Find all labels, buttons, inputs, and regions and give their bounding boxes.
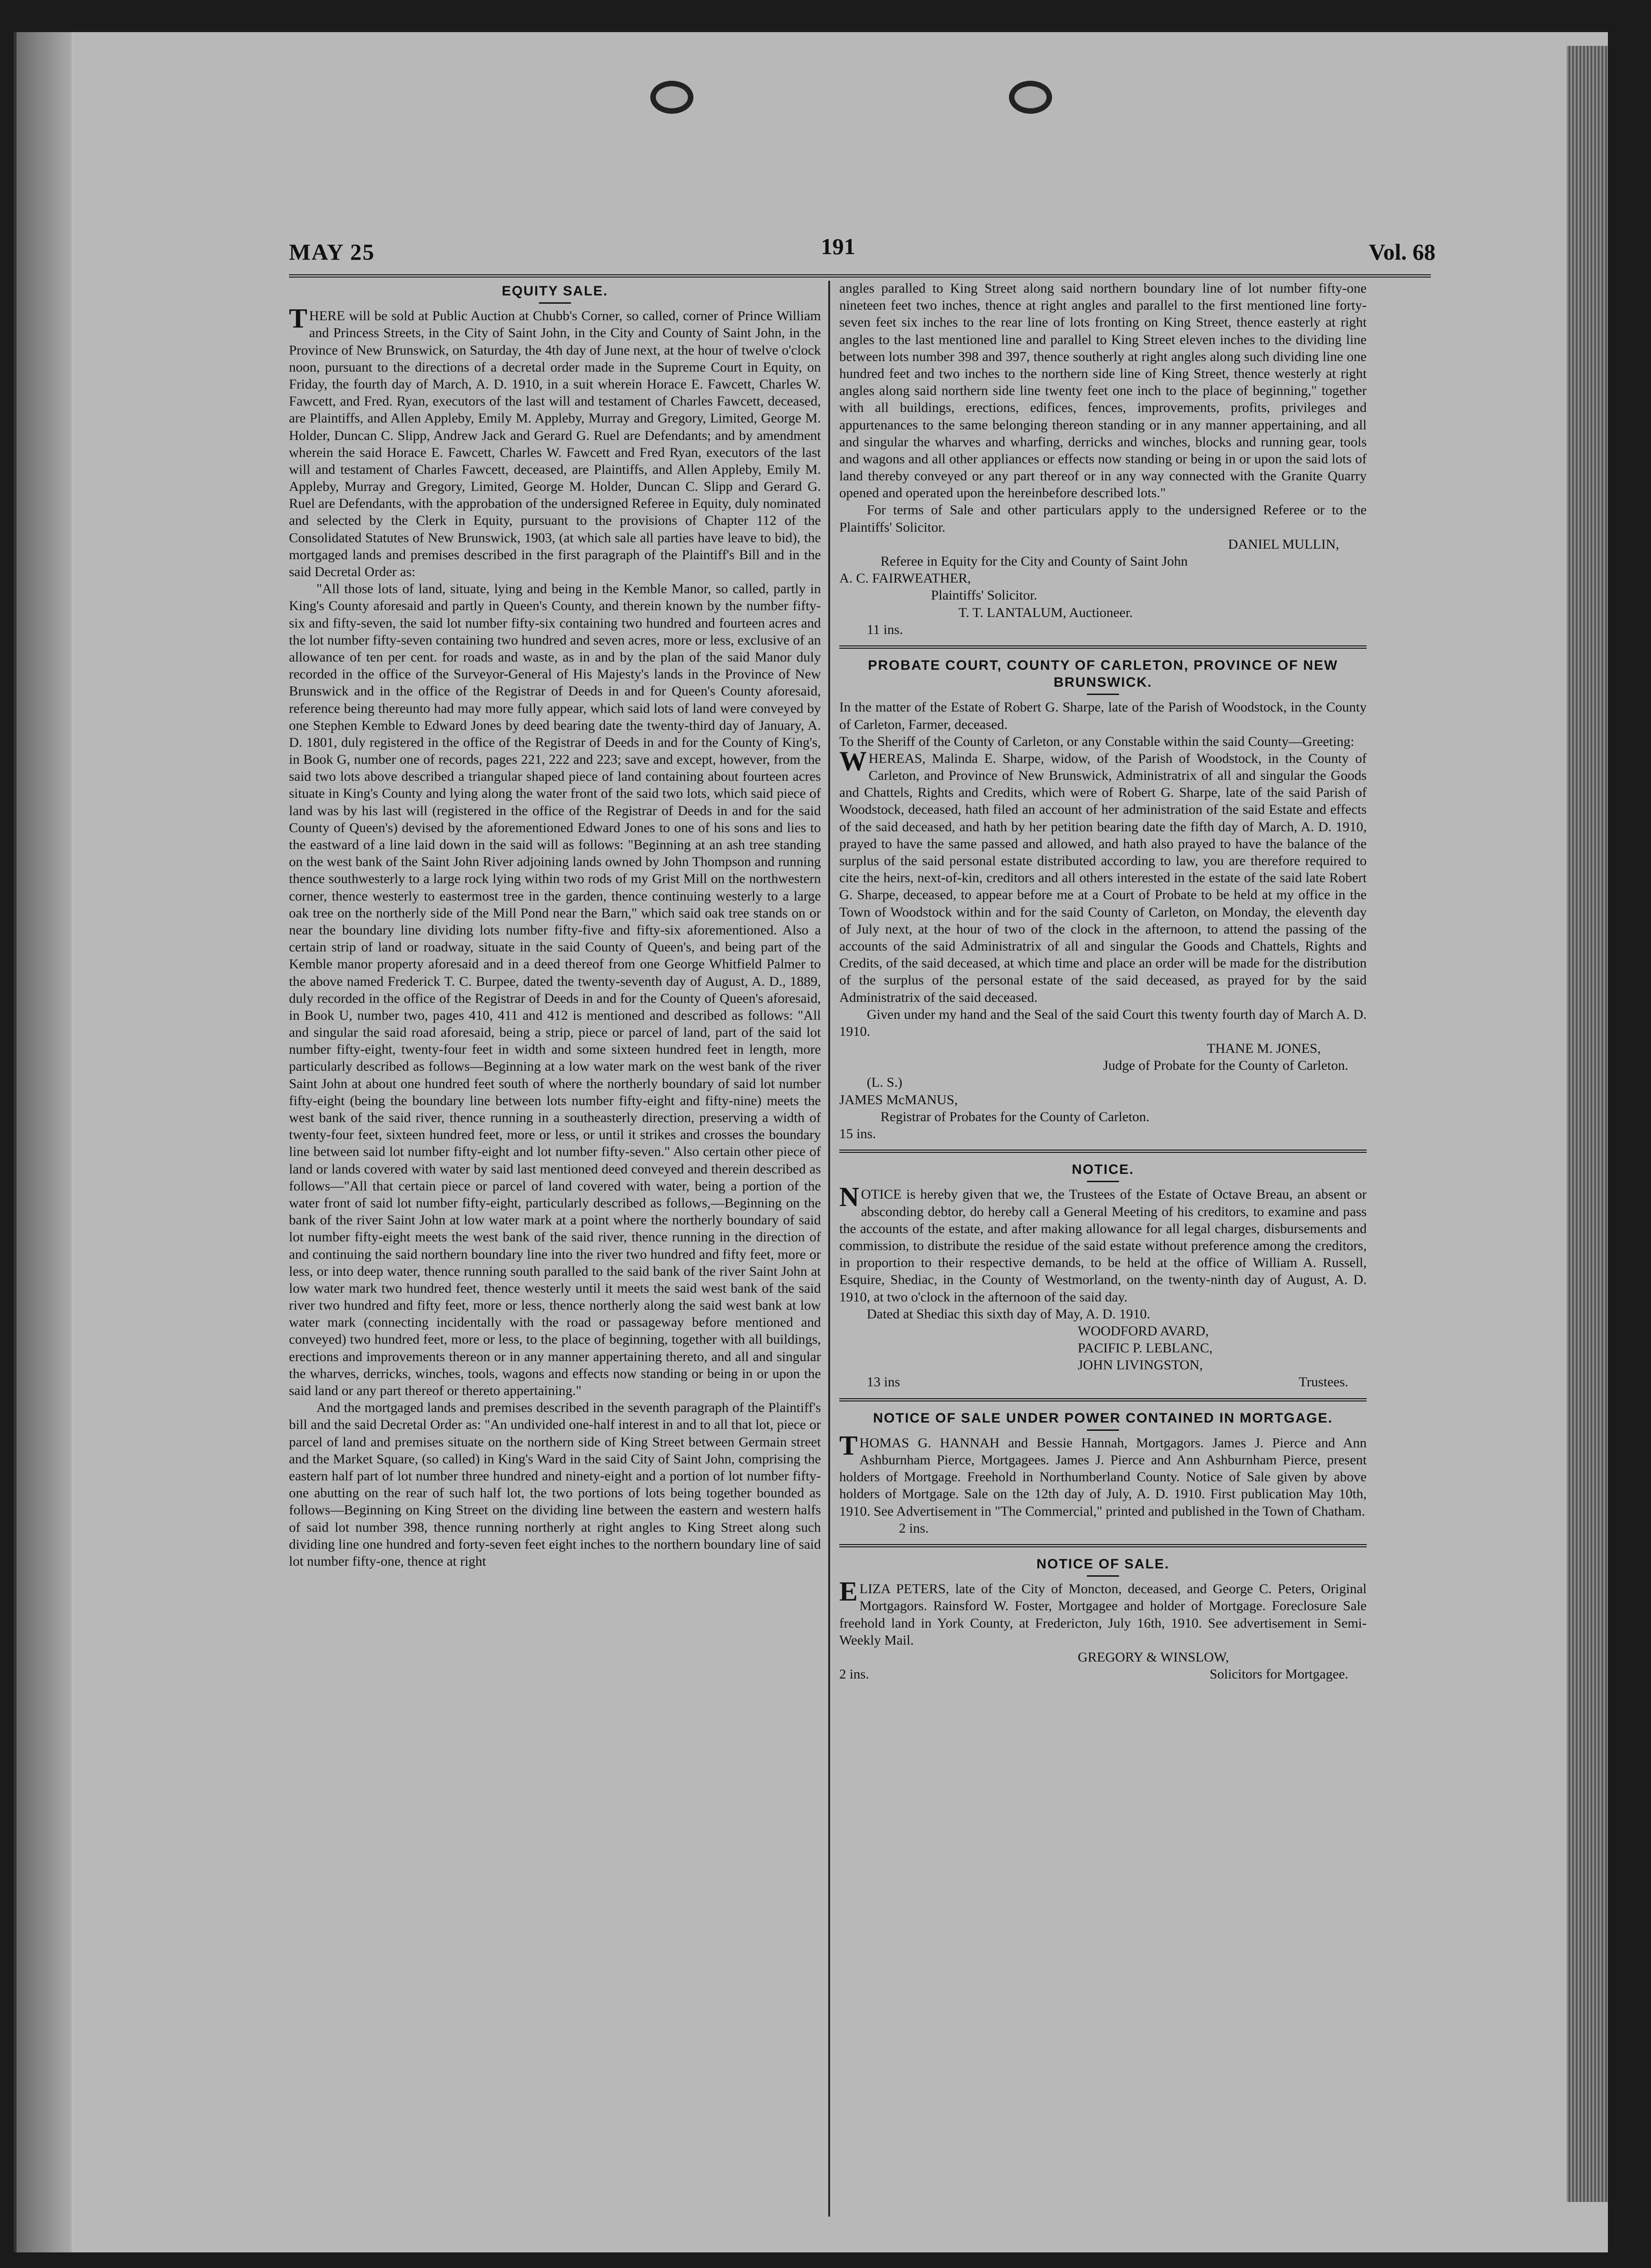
notice-footer [839, 1666, 1367, 1683]
section-rule [839, 645, 1367, 649]
section-rule [839, 1398, 1367, 1401]
page-header [289, 233, 1435, 266]
seal-mark: (L. S.) [867, 1075, 903, 1090]
section-rule [839, 1544, 1367, 1547]
probate-paragraph: WHEREAS, Malinda E. Sharpe, widow, of the Parish of Woodstock, in the County of Carleton, and Province of New Brunswick, Administratrix of all and singular the Goods and Chattels, Rights and Credits, which were of Robert G. Sharpe, late of the said Parish of Woodstock, deceased, hath filed an account of her administration of the said Estate and effects of the said deceased, and hath by her petition bearing date the fifth day of March, A. D. 1910, prayed to have the same passed and allowed, and hath also prayed to have the balance of the surplus of the said personal estate distributed according to law, you are therefore required to cite the heirs, next-of-kin, creditors and all others interested in the estate of the said late Robert G. Sharpe, deceased, to appear before me at a Court of Probate to be held at my office in the Town of Woodstock within and for the said County of Carleton, on Monday, the eleventh day of July next, at the hour of two of the clock in the afternoon, to attend the passing of the accounts of the said Administratrix of all and singular the Goods and Chattels, Rights and Credits, of the said deceased, at which time and place an order will be made for the distribution of the surplus of the personal estate of the said deceased, as prayed for by the said Administratrix of the said deceased. [839, 745, 1367, 1005]
equity-sale-paragraph: "All those lots of land, situate, lying and being in the Kemble Manor, so called, partly in King's County aforesaid and partly in Queen's County, and therein known by the number fifty-six and fifty-seven, the said lot number fifty-six containing two hundred and fourteen acres and the lot number fifty-seven containing two hundred and seven acres, more or less, exclusive of an allowance of ten per cent. for roads and waste, as in and by the plan of the said Manor duly recorded in the office of the Surveyor-General of His Majesty's lands in the Province of New Brunswick and in the office of the Registrar of Deeds in and for Queen's County aforesaid, reference being thereunto had may more fully appear, which said lots of land were conveyed by one Stephen Kemble to Edward Jones by deed bearing date the twenty-third day of January, A. D. 1801, duly registered in the office of the Registrar of Deeds in and for the County of King's, in Book G, number one of records, pages 221, 222 and 223; save and except, however, from the said two lots above described a triangular shaped piece of land containing about fourteen acres situate in King's County and lying along the water front of the said two lots, which said piece of land was by his last will (registered in the office of the Registrar of Deeds in and for the said County of Queen's) devised by the aforementioned Edward Jones to one of his sons and lies to the eastward of a line laid down in the said will as follows: "Beginning at an ash tree standing on the west bank of the Saint John River adjoining lands owned by John Thompson and running thence southwesterly to a large rock lying within two rods of my Grist Mill on the northwestern corner, thence westerly to eastermost tree in the garden, thence continuing westerly to a large oak tree on the northerly side of the Mill Pond near the Barn," which said oak tree stands on or near the boundary line dividing lots number fifty-five and fifty-six aforementioned. Also a certain strip of land or roadway, situate in the said County of Queen's, and being part of the Kemble manor property aforesaid and in a deed thereof from one George Whitfield Palmer to the above named Frederick T. C. Burpee, dated the twenty-seventh day of August, A. D., 1889, duly recorded in the office of the Registrar of Deeds in and for the County of Queen's aforesaid, in Book U, number two, pages 410, 411 and 412 is mentioned and described as follows: "All and singular the said road aforesaid, being a strip, piece or parcel of land, part of the said lot number fifty-eight, twenty-four feet in width and some sixteen hundred feet in length, more particularly described as follows—Beginning at a low water mark on the west bank of the river Saint John at about one hundred feet south of where the northerly boundary of said lot number fifty-eight (being the boundary line between lots number fifty-eight and fifty-nine) meets the west bank of the said river, thence running in a southeasterly direction, preserving a width of twenty-four feet, sixteen hundred feet, more or less, or until it strikes and crosses the boundary line between said lot number fifty-eight and lot number fifty-seven." Also certain other piece of land or lands covered with water by said last mentioned deed conveyed and therein described as follows—"All that certain piece or parcel of land covered with water, being a portion of the water front of said lot number fifty-eight, particularly described as follows,—Beginning on the bank of the river Saint John at low water mark at a point where the northerly boundary of said lot number fifty-eight meets the west bank of the said river, thence running in the direction of and continuing the said northern boundary line into the river two hundred and fifty feet, more or less, or into deep water, thence running south paralled to the said bank of the river Saint John at low water mark two hundred feet, thence westerly until it meets the said west bank of the said river two hundred and fifty feet, more or less, thence northerly along the said west bank at low water mark (connecting incidentally with the road or passageway before mentioned and conveyed) two hundred feet, more or less, to the place of beginning, together with all buildings, erections and improvements thereon or in any manner appertaining thereto, and all and singular the wharves, derricks, winches, tools, wagons and effects now standing or being in or upon the said land or any part thereof or thereto appertaining." [289, 581, 821, 1398]
probate-paragraph: To the Sheriff of the County of Carleton, or any Constable within the said County—Greeting: [839, 734, 1354, 749]
trustees-label: Trustees. [1298, 1374, 1348, 1390]
equity-sale-paragraph: For terms of Sale and other particulars apply to the undersigned Referee or to the Plaintiffs' Solicitor. [839, 502, 1367, 535]
signature: GREGORY & WINSLOW, [1078, 1649, 1229, 1665]
mortgage-notice-title: NOTICE OF SALE UNDER POWER CONTAINED IN MORTGAGE. [873, 1410, 1333, 1426]
signature: DANIEL MULLIN, [1228, 536, 1339, 552]
title-rule [1087, 1181, 1119, 1182]
binder-ring-icon [1009, 81, 1052, 114]
insertion-count: 13 ins [867, 1374, 900, 1390]
volume-label: Vol. 68 [1368, 239, 1435, 265]
insertion-count: 2 ins. [899, 1520, 929, 1536]
insertion-count: 15 ins. [839, 1126, 876, 1141]
signature: JAMES McMANUS, [839, 1092, 958, 1107]
right-column [839, 280, 1367, 2207]
probate-paragraph: In the matter of the Estate of Robert G. Sharpe, late of the Parish of Woodstock, in the County of Carleton, Farmer, deceased. [839, 700, 1367, 732]
insertion-count: 2 ins. [839, 1667, 870, 1682]
page-number: 191 [821, 233, 855, 259]
notice-footer [839, 1373, 1367, 1390]
title-rule [539, 302, 571, 304]
left-column [289, 280, 821, 2207]
binder-ring-icon [650, 81, 693, 114]
title-rule [1087, 1575, 1119, 1577]
signature-title: Solicitors for Mortgagee. [1209, 1667, 1348, 1682]
signature: PACIFIC P. LEBLANC, [1078, 1340, 1213, 1356]
column-divider [828, 281, 830, 2217]
signature: T. T. LANTALUM, Auctioneer. [958, 605, 1133, 620]
binding-gutter [17, 32, 72, 2252]
title-rule [1087, 1429, 1119, 1431]
signature: JOHN LIVINGSTON, [1078, 1357, 1203, 1373]
signature: A. C. FAIRWEATHER, [839, 571, 971, 586]
header-rule [289, 274, 1431, 278]
signature: THANE M. JONES, [1207, 1041, 1321, 1056]
signature-title: Referee in Equity for the City and County of Saint John [881, 554, 1188, 569]
notice-paragraph: Dated at Shediac this sixth day of May, A. D. 1910. [867, 1306, 1150, 1322]
notice-of-sale-paragraph: ELIZA PETERS, late of the City of Moncton, deceased, and George C. Peters, Original Mortgagors. Rainsford W. Foster, Mortgagee and holder of Mortgage. Foreclosure Sale freehold land in York County, at Fredericton, July 16th, 1910. See advertisement in Semi-Weekly Mail. [839, 1576, 1367, 1648]
section-rule [839, 1150, 1367, 1153]
signature-title: Registrar of Probates for the County of Carleton. [881, 1109, 1150, 1124]
notice-of-sale-title: NOTICE OF SALE. [1036, 1556, 1169, 1572]
page-edges [1567, 46, 1608, 2202]
notice-title: NOTICE. [1072, 1162, 1134, 1178]
issue-date: MAY 25 [289, 239, 375, 265]
equity-sale-paragraph: THERE will be sold at Public Auction at Chubb's Corner, so called, corner of Prince William and Princess Streets, in the City of Saint John, in the City and County of Saint John, in the Province of New Brunswick, on Saturday, the 4th day of June next, at the hour of twelve o'clock noon, pursuant to the directions of a decretal order made in the Supreme Court in Equity, on Friday, the fourth day of March, A. D. 1910, in a suit wherein Horace E. Fawcett, Charles W. Fawcett, and Fred. Ryan, executors of the last will and testament of Charles Fawcett, deceased, are Plaintiffs, and Allen Appleby, Emily M. Appleby, Murray and Gregory, Limited, George M. Holder, Duncan C. Slipp, Andrew Jack and Gerard G. Ruel are Defendants; and by amendment wherein the said Horace E. Fawcett, Charles W. Fawcett and Fred Ryan, executors of the last will and testament of Charles Fawcett, deceased, are Plaintiffs, and Allen Appleby, Emily M. Appleby, Murray and Gregory, Limited, George M. Holder, Duncan C. Slipp and Gerard G. Ruel are Defendants, with the approbation of the undersigned Referee in Equity, duly nominated and selected by the Clerk in Equity, pursuant to the provisions of Chapter 112 of the Consolidated Statutes of New Brunswick, 1903, (at which sale all parties have leave to bid), the mortgaged lands and premises described in the first paragraph of the Plaintiff's Bill and in the said Decretal Order as: [289, 303, 821, 579]
equity-sale-paragraph: angles paralled to King Street along said northern boundary line of lot number fifty-one nineteen feet two inches, thence at right angles and parallel to the first mentioned line forty-seven feet six inches to the rear line of lots fronting on King Street, thence easterly at right angles to the last mentioned line and parallel to King Street eleven inches to the dividing line between lots number 398 and 397, thence southerly at right angles along such dividing line one hundred feet and two inches to the northern side line of King Street, thence westerly at right angles along said northern side line twenty feet one inch to the place of beginning," together with all buildings, erections, edifices, fences, improvements, profits, privileges and appurtenances to the same belonging thereon standing or in any manner appertaining, and all and singular the wharves and wharfing, derricks and winches, blocks and running gear, tools and wagons and all other appliances or effects now standing or being in or upon the said lots of land thereby conveyed or any part thereof or in any way connected with the Granite Quarry opened and operated upon the hereinbefore described lots." [839, 281, 1367, 501]
equity-sale-paragraph: And the mortgaged lands and premises described in the seventh paragraph of the Plaintiff's bill and the said Decretal Order as: "An undivided one-half interest in and to all that lot, piece or parcel of land and premises situate on the northern side of King Street between Germain street and the Market Square, (so called) in King's Ward in the said City of Saint John, comprising the eastern half part of lot number three hundred and ninety-eight and a portion of lot number fifty-one abutting on the rear of such half lot, the two portions of lots being together bounded as follows—Beginning on King Street on the dividing line between the eastern and western halfs of said lot number 398, thence running northerly at right angles to King Street along such dividing line one hundred and forty-seven feet eight inches to the northern boundary line of said lot number fifty-one, thence at right [289, 1400, 821, 1569]
notice-paragraph: NOTICE is hereby given that we, the Trustees of the Estate of Octave Breau, an absent or absconding debtor, do hereby call a General Meeting of his creditors, to examine and pass the accounts of the estate, and after making allowance for all legal charges, disbursements and commission, to distribute the residue of the said estate without preference among the creditors, in proportion to their respective demands, to be held at the office of William A. Russell, Esquire, Shediac, in the County of Westmorland, on the twenty-ninth day of August, A. D. 1910, at two o'clock in the afternoon of the said day. [839, 1182, 1367, 1305]
mortgage-notice-paragraph: THOMAS G. HANNAH and Bessie Hannah, Mortgagors. James J. Pierce and Ann Ashburnham Pierce, Mortgagees. James J. Pierce and Ann Ashburnham Pierce, present holders of Mortgage. Freehold in Northumberland County. Notice of Sale given by above holders of Mortgage. Sale on the 12th day of July, A. D. 1910. First publication May 10th, 1910. See Advertisement in "The Commercial," printed and published in the Town of Chatham. [839, 1430, 1367, 1519]
equity-sale-title: EQUITY SALE. [502, 284, 608, 299]
signature-title: Plaintiffs' Solicitor. [931, 588, 1037, 603]
probate-title: PROBATE COURT, COUNTY OF CARLETON, PROVINCE OF NEW BRUNSWICK. [868, 657, 1338, 690]
insertion-count: 11 ins. [867, 622, 903, 637]
signature: WOODFORD AVARD, [1078, 1323, 1209, 1339]
title-rule [1087, 694, 1119, 695]
signature-title: Judge of Probate for the County of Carleton. [1103, 1058, 1348, 1073]
probate-paragraph: Given under my hand and the Seal of the said Court this twenty fourth day of March A. D. 1910. [839, 1006, 1367, 1039]
